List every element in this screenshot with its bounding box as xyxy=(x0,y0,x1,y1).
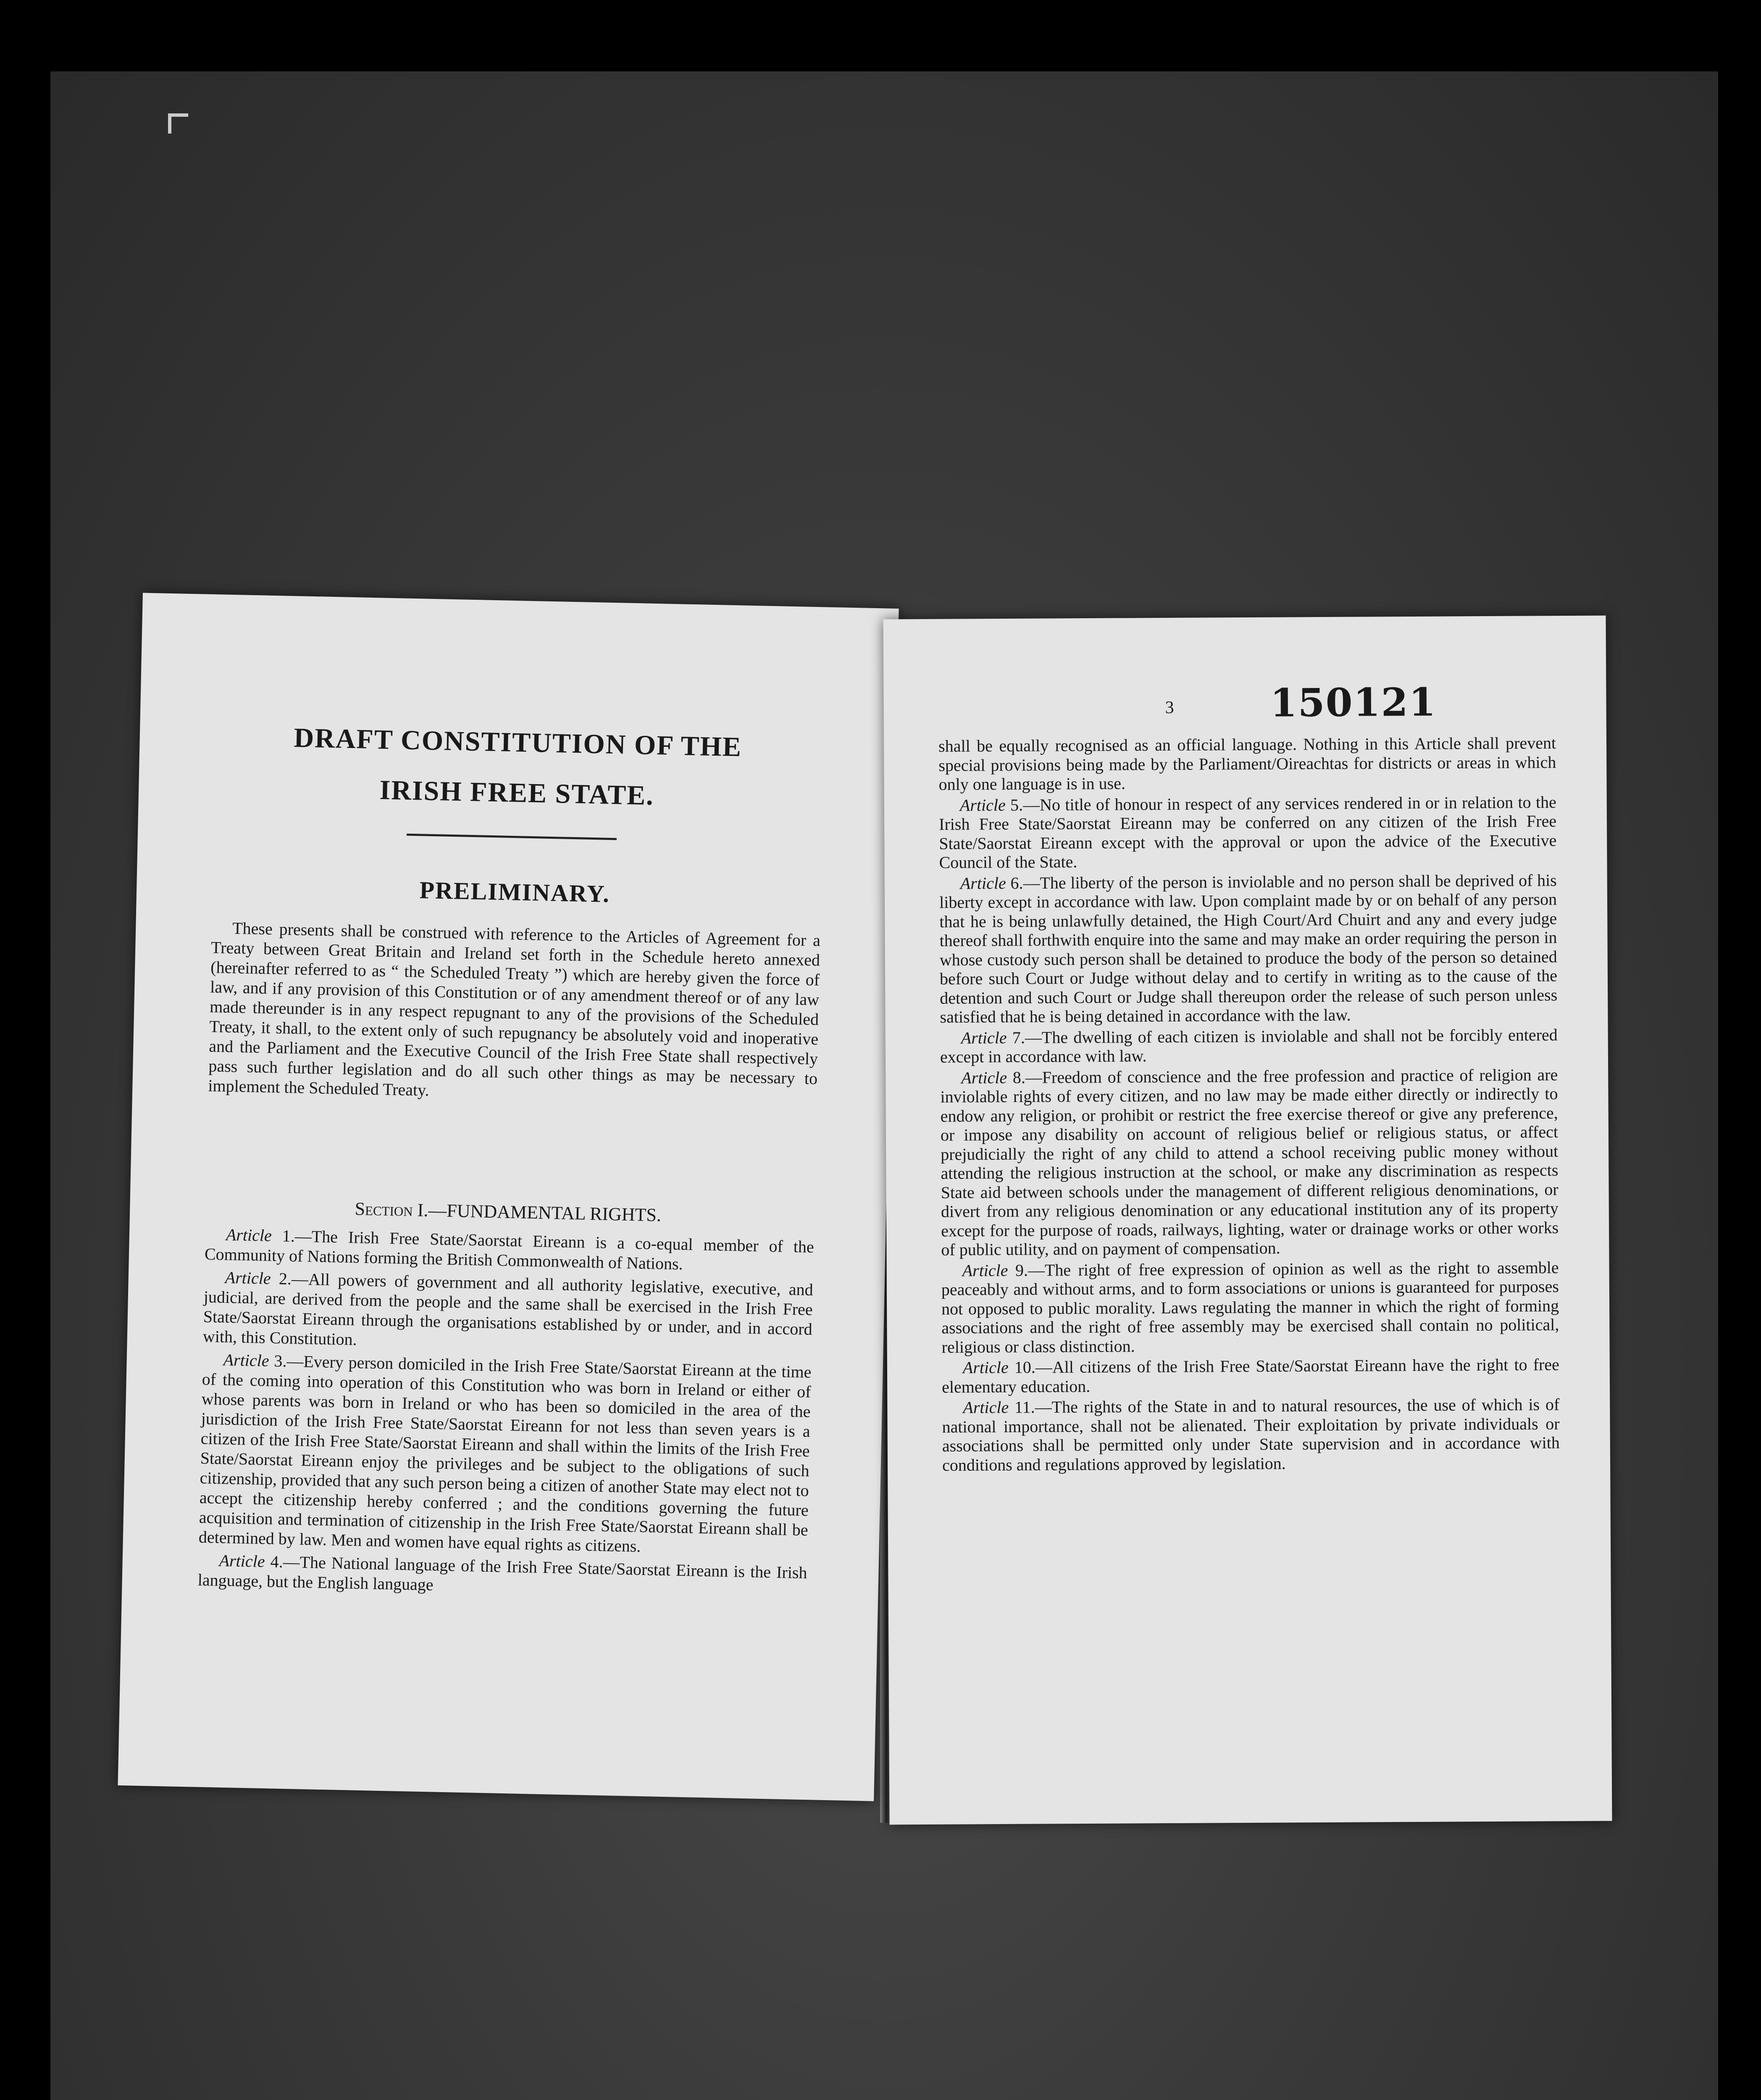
preliminary-text: These presents shall be construed with reference to the Articles of Agreement for a Treaty between Great Britain and Ireland set forth in the Schedule hereto annexed (hereinafter referred to as “ the Scheduled Treaty ”) which are hereby given the force of law, and if any provision of this Constitution or of any amendment thereof or of any law made thereunder is in any respect repugnant to any of the provisions of the Scheduled Treaty, it shall, to the extent only of such repugnancy be absolutely void and inoperative and the Parliament and the Executive Council of the Irish Free State shall respectively pass such further legislation and do all such other things as may be necessary to implement the Scheduled Treaty. xyxy=(208,919,821,1100)
article-8: Article 8.—Freedom of conscience and the free profession and practice of religion are inviolable rights of every citizen, and no law may be made either directly or indirectly to endow any religion, or prohibit or restrict the free exercise thereof or give any preference, or impose any disability on account of religious belief or religious status, or affect prejudicially the right of any child to attend a school receiving public money without attending the religious instruction at the school, or make any discrimination as respects State aid between schools under the management of different religious denominations, or divert from any religious denomination or any educational institution any of its property except for the purpose of roads, railways, lighting, water or drainage works or other works of public utility, and on payment of compensation. xyxy=(940,1065,1559,1259)
frame-corner-mark xyxy=(168,113,188,134)
title-rule xyxy=(407,834,617,840)
article-4-continuation: shall be equally recognised as an official language. Nothing in this Article shall prevent special provisions being made by the Parliament/Oireachtas for districts or areas in which only one language is in use. xyxy=(938,733,1556,794)
article-11: Article 11.—The rights of the State in and to natural resources, the use of which is of national importance, shall not be alienated. Their exploitation by private individuals or associations shall be permitted only under State supervision and in accordance with conditions and regulations approved by legislation. xyxy=(942,1395,1560,1475)
article-1: Article 1.—The Irish Free State/Saorstat Eireann is a co-equal member of the Community of Nations forming the British Commonwealth of Nations. xyxy=(204,1225,815,1273)
document-title-line1: DRAFT CONSTITUTION OF THE xyxy=(293,722,742,763)
article-10: Article 10.—All citizens of the Irish Free State/Saorstat Eireann have the right to free elementary education. xyxy=(941,1355,1559,1396)
stamp-number: 150121 xyxy=(1270,679,1437,726)
article-9: Article 9.—The right of free expression of opinion as well as the right to assemble peaceably and without arms, and to form associations or unions is guaranteed for purposes not opposed to public morality. Laws regulating the manner in which the right of forming associations and the right of free assembly may be exercised shall contain no political, religious or class distinction. xyxy=(941,1257,1559,1357)
section-title: —FUNDAMENTAL RIGHTS. xyxy=(428,1200,662,1226)
article-7: Article 7.—The dwelling of each citizen is inviolable and shall not be forcibly entered except in accordance with law. xyxy=(940,1025,1558,1066)
preliminary-heading: PRELIMINARY. xyxy=(419,876,610,908)
page-number: 3 xyxy=(1165,698,1174,718)
left-articles xyxy=(197,1224,814,1606)
article-3: Article 3.—Every person domiciled in the Irish Free State/Saorstat Eireann at the time of the coming into operation of this Constitution who was born in Ireland or either of whose parents was born in Ireland or who has been so domiciled in the area of the jurisdiction of the Irish Free State/Saorstat Eireann for not less than seven years is a citizen of the Irish Free State/Saorstat Eireann and shall within the limits of the Irish Free State/Saorstat Eireann enjoy the privileges and be subject to the obligations of such citizenship, provided that any such person being a citizen of another State may elect not to accept the citizenship hereby conferred ; and the conditions governing the future acquisition and termination of citizenship in the Irish Free State/Saorstat Eireann shall be determined by law. Men and women have equal rights as citizens. xyxy=(198,1350,812,1556)
document-title-line2: IRISH FREE STATE. xyxy=(379,774,654,811)
left-page xyxy=(118,593,899,1801)
article-4: Article 4.—The National language of the Irish Free State/Saorstat Eireann is the Irish language, but the English language xyxy=(197,1551,807,1594)
section-label: Section I. xyxy=(355,1198,428,1221)
article-6: Article 6.—The liberty of the person is inviolable and no person shall be deprived of his liberty except in accordance with law. Upon complaint made by or on behalf of any person that he is being unlawfully detained, the High Court/Ard Chuirt and any and every judge thereof shall forthwith enquire into the same and may make an order requiring the person in whose custody such person shall be detained to produce the body of the person so detained before such Court or Judge without delay and to certify in writing as to the cause of the detention and such Court or Judge shall thereupon order the release of such person unless satisfied that he is being detained in accordance with the law. xyxy=(939,870,1558,1026)
right-page xyxy=(883,616,1612,1825)
right-articles xyxy=(938,733,1560,1476)
article-2: Article 2.—All powers of government and all authority legislative, executive, and judicial, are derived from the people and the same shall be exercised in the Irish Free State/Saorstat Eireann through the organisations established by or under, and in accord with, this Constitution. xyxy=(202,1268,814,1349)
article-5: Article 5.—No title of honour in respect of any services rendered in or in relation to the Irish Free State/Saorstat Eireann may be conferred on any citizen of the Irish Free State/Saorstat Eireann except with the approval or upon the advice of the Executive Council of the State. xyxy=(938,792,1557,872)
